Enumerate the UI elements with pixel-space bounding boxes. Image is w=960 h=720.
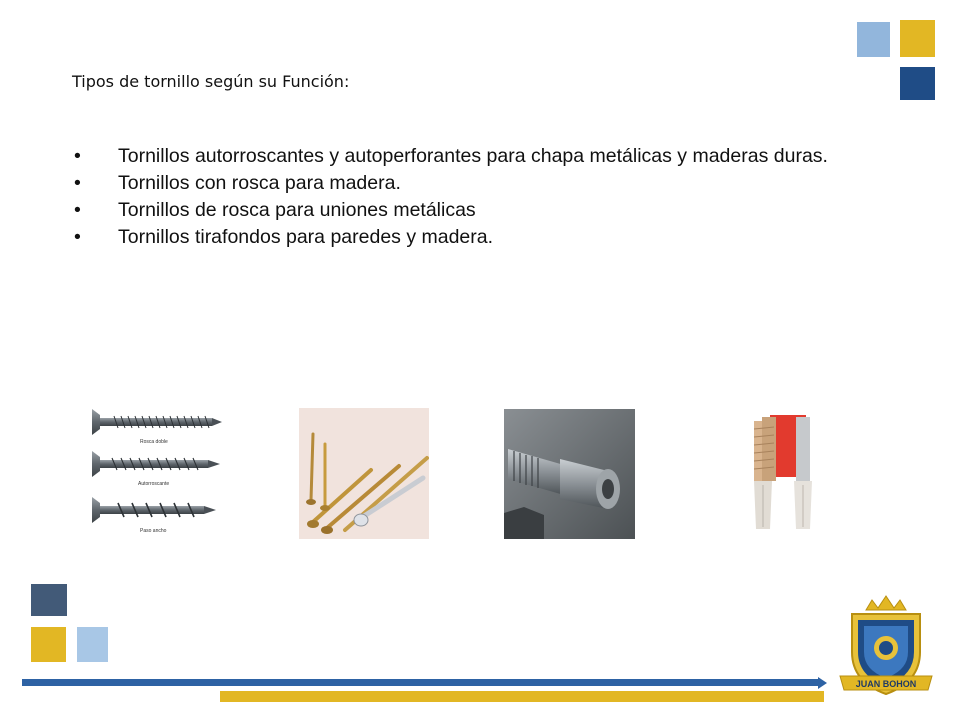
bullet-item (74, 224, 920, 251)
label-paso-ancho: Paso ancho (140, 528, 167, 534)
wood-screws-image (299, 408, 429, 539)
footer-blue-line (22, 679, 820, 686)
metal-bolt-image (504, 409, 635, 539)
metal-bolt-illustration (504, 409, 635, 539)
decor-square-yellow-top (900, 20, 935, 57)
bullet-text: Tornillos tirafondos para paredes y madera. (118, 226, 494, 248)
bullet-item (74, 197, 920, 224)
logo-text: JUAN BOHON (855, 679, 917, 689)
footer-yellow-line (220, 691, 824, 702)
wall-plugs-image (740, 411, 820, 535)
bullet-icon: • (74, 145, 81, 167)
juan-bohon-logo (836, 594, 936, 704)
bullet-icon: • (74, 172, 81, 194)
bullet-icon: • (74, 226, 81, 248)
slide-title: Tipos de tornillo según su Función: (72, 72, 350, 91)
bullet-item (74, 170, 920, 197)
bullet-list (74, 143, 920, 251)
decor-square-navy-top (900, 67, 935, 100)
wood-screws-illustration (299, 408, 429, 539)
decor-square-yellow-bottom (31, 627, 66, 662)
decor-square-light-blue-top (857, 22, 890, 57)
bullet-text: Tornillos con rosca para madera. (118, 172, 401, 194)
wall-plugs-illustration (740, 411, 820, 535)
screw-types-image (84, 405, 234, 540)
bullet-text: Tornillos autorroscantes y autoperforantes para chapa metálicas y maderas duras. (118, 145, 828, 167)
screw-types-illustration (84, 405, 234, 540)
decor-square-slate-bottom (31, 584, 67, 616)
bullet-item (74, 143, 920, 170)
label-rosca-doble: Rosca doble (140, 439, 168, 445)
bullet-text: Tornillos de rosca para uniones metálicas (118, 199, 476, 221)
label-autorroscante: Autorroscante (138, 481, 170, 487)
footer-arrow-icon (818, 677, 827, 689)
bullet-icon: • (74, 199, 81, 221)
decor-square-light-blue-bottom (77, 627, 108, 662)
shield-crest-icon (836, 594, 936, 704)
